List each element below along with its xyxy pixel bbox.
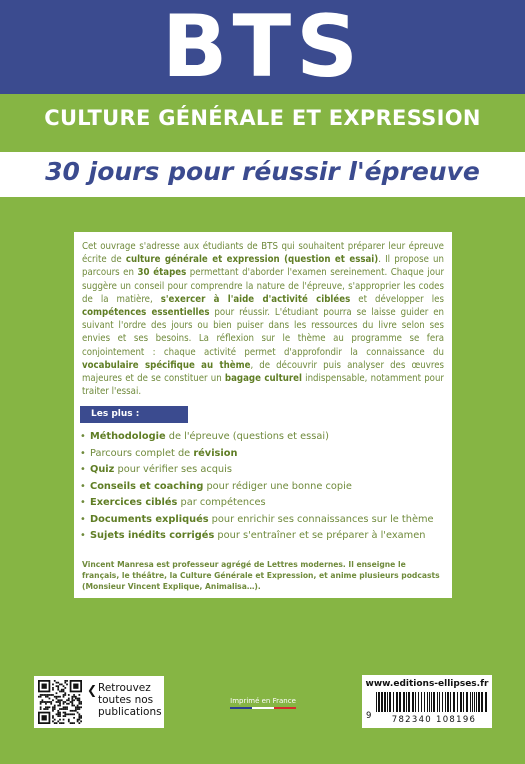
qr-code-icon[interactable] [38, 680, 82, 724]
intro-text: permettant d'aborder l'examen sereinement. Chaque jour suggère un conseil pour comprendre la nature de l'épreuve, s'approprier les codes de la matière, [82, 267, 444, 305]
plus-list [80, 429, 440, 545]
french-flag-icon [230, 707, 296, 709]
barcode-icon [376, 692, 488, 716]
book-tagline: 30 jours pour réussir l'épreuve [45, 157, 480, 186]
bullet-icon: • [80, 464, 86, 475]
intro-highlight: culture générale et expression (question et essai) [125, 254, 379, 266]
isbn-prefix: 9 [366, 711, 372, 721]
plus-item: • Parcours complet de révision [80, 446, 440, 463]
publisher-website[interactable]: www.editions-ellipses.fr [365, 679, 489, 689]
intro-highlight: bagage culturel [224, 373, 302, 385]
intro-text: pour réussir. L'étudiant pourra se laisse guider en suivant l'ordre des jours ou bien puiser dans les ressources du livre selon ses envies et ses besoins. La réflexion sur le thème au programme se fera conjointement : chaque activité permet d'approfondir la connaissance du [82, 307, 445, 358]
plus-label: Les plus : [80, 406, 188, 423]
intro-text: , de découvrir puis analyser des œuvres majeures et de se constituer un [82, 359, 444, 385]
plus-item: • Méthodologie de l'épreuve (questions et essai) [80, 429, 440, 446]
intro-text: Cet ouvrage s'adresse aux étudiants de BTS qui souhaitent préparer leur épreuve écrite de [82, 241, 444, 266]
bullet-icon: • [80, 530, 86, 541]
plus-item: • Sujets inédits corrigés pour s'entraîner et se préparer à l'examen [80, 528, 440, 545]
plus-item: • Documents expliqués pour enrichir ses connaissances sur le thème [80, 512, 440, 529]
isbn-number: 782340 108196 [391, 715, 477, 725]
plus-item: • Conseils et coaching pour rédiger une bonne copie [80, 479, 440, 496]
bullet-icon: • [80, 431, 86, 442]
bullet-icon: • [80, 497, 86, 508]
book-subtitle: CULTURE GÉNÉRALE ET EXPRESSION [44, 106, 481, 130]
bullet-icon: • [80, 513, 86, 525]
intro-highlight: vocabulaire spécifique au thème [82, 359, 251, 371]
bullet-icon: • [80, 480, 86, 492]
intro-highlight: s'exercer à l'aide d'activité ciblées [160, 293, 351, 305]
bullet-icon: • [80, 447, 86, 459]
chevron-left-icon: ❮ [87, 683, 98, 697]
intro-highlight: compétences essentielles [82, 307, 210, 319]
barcode-box [362, 675, 492, 728]
author-bio: Vincent Manresa est professeur agrégé de Lettres modernes. Il enseigne le français, le théâtre, la Culture Générale et Expression, et anime plusieurs podcasts (Monsieur Vincent Explique, Animalisa…). [82, 560, 440, 591]
qr-box[interactable] [34, 676, 164, 728]
intro-text: et développer les [350, 293, 444, 305]
intro-text: indispensable, notamment pour traiter l'essai. [82, 373, 444, 398]
series-title: BTS [161, 0, 364, 97]
plus-item: • Exercices ciblés par compétences [80, 495, 440, 512]
description-panel [74, 232, 452, 598]
printed-in-france: Imprimé en France [230, 697, 296, 705]
qr-caption: Retrouvez toutes nos publications [98, 682, 162, 718]
intro-highlight: 30 étapes [137, 267, 187, 279]
plus-item: • Quiz pour vérifier ses acquis [80, 462, 440, 479]
intro-paragraph [82, 240, 444, 398]
intro-text: . Il propose un parcours en [82, 254, 444, 279]
